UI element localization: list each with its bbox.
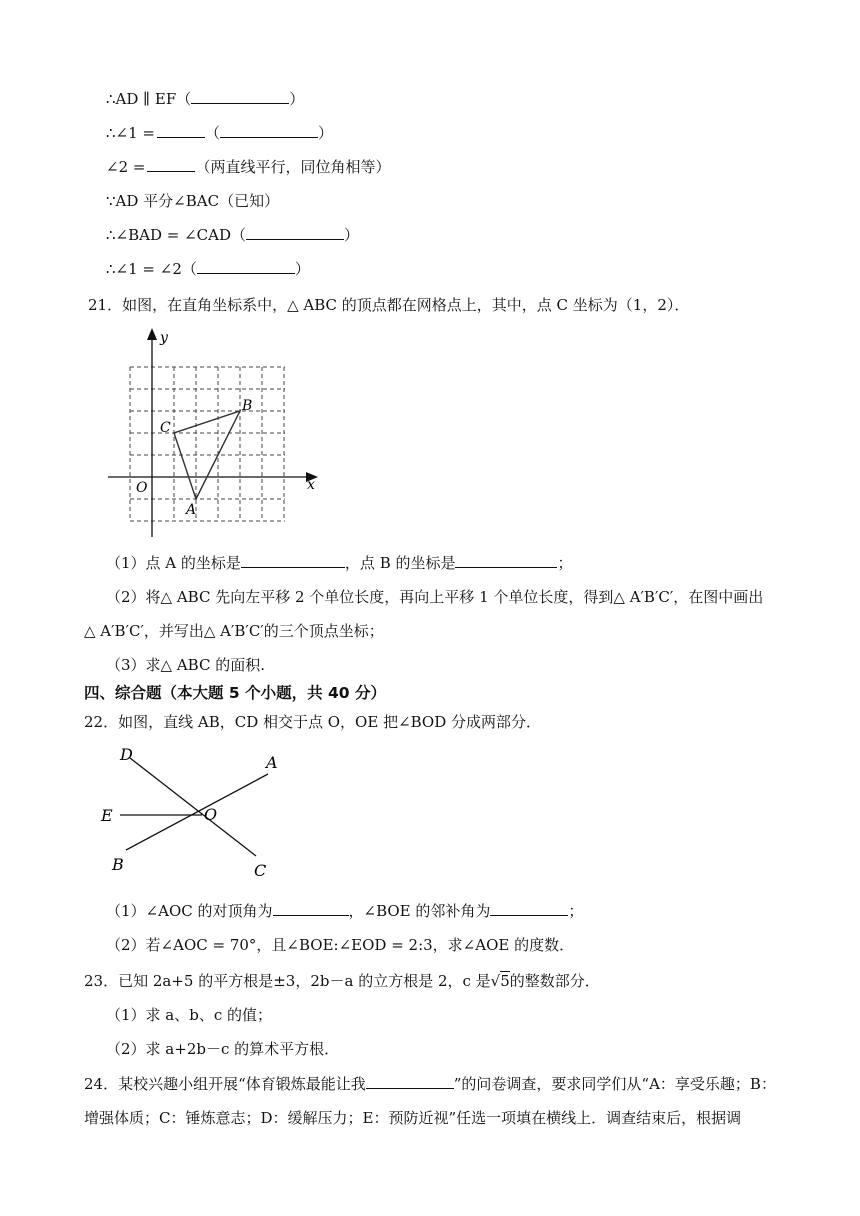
label-o: O [204,805,218,824]
grid-lines [130,367,285,521]
q23-part1: （1）求 a、b、c 的值； [106,1006,273,1024]
q22-part1: （1）∠AOC 的对顶角为 ，∠BOE 的邻补角为 ； [106,902,584,920]
sqrt-radicand: 5 [500,972,510,990]
proof-step-2: ∴∠1 = （ ） [106,124,334,142]
proof-step-4: ∵AD 平分∠BAC（已知） [106,192,280,210]
answer-blank[interactable] [157,123,205,138]
answer-blank[interactable] [241,553,345,568]
origin-label: O [136,480,148,496]
q23-part2: （2）求 a+2b－c 的算术平方根． [106,1040,340,1058]
line-dc [130,758,256,856]
answer-blank[interactable] [147,157,195,172]
answer-blank[interactable] [220,123,318,138]
q24-line2: 增强体质；C：锤炼意志；D：缓解压力；E：预防近视”任选一项填在横线上．调查结束后，根据调 [84,1109,742,1127]
point-a-label: A [186,502,197,518]
y-axis-arrow-icon [147,328,157,340]
label-e: E [101,806,113,825]
q22-intersecting-lines-figure [96,742,296,878]
line-ab [126,774,268,850]
section-heading: 四、综合题（本大题 5 个小题，共 40 分） [84,684,386,702]
proof-step-1: ∴AD ∥ EF（ ） [106,90,305,108]
label-b: B [112,855,124,874]
answer-blank[interactable] [366,1074,454,1089]
point-c-label: C [160,420,171,436]
proof-step-5: ∴∠BAD = ∠CAD（ ） [106,226,360,244]
answer-blank[interactable] [246,225,344,240]
q22-stem: 22．如图，直线 AB，CD 相交于点 O，OE 把∠BOD 分成两部分． [84,713,542,731]
q21-part3: （3）求△ ABC 的面积. [106,656,265,674]
answer-blank[interactable] [455,553,557,568]
q21-part1: （1）点 A 的坐标是 ，点 B 的坐标是 ； [106,554,573,572]
q23-stem: 23．已知 2a+5 的平方根是±3，2b－a 的立方根是 2，c 是√5的整数部分． [84,972,600,990]
answer-blank[interactable] [490,901,568,916]
x-axis-label: x [307,477,315,493]
proof-step-6: ∴∠1 = ∠2（ ） [106,260,310,278]
label-a: A [266,753,278,772]
q21-stem: 21．如图，在直角坐标系中，△ ABC 的顶点都在网格点上，其中，点 C 坐标为（1，2）． [88,296,690,314]
q22-part2: （2）若∠AOC = 70°，且∠BOE:∠EOD = 2:3，求∠AOE 的度数． [106,936,575,954]
q21-coordinate-figure [100,322,330,547]
answer-blank[interactable] [273,901,349,916]
q24-line1: 24．某校兴趣小组开展“体育锻炼最能让我 ”的问卷调查，要求同学们从“A：享受乐趣；B： [84,1075,776,1093]
answer-blank[interactable] [191,89,289,104]
label-d: D [120,745,133,764]
y-axis-label: y [160,330,168,346]
label-c: C [254,861,267,878]
answer-blank[interactable] [197,259,295,274]
q21-part2-line2: △ A′B′C′，并写出△ A′B′C′的三个顶点坐标； [84,622,384,640]
q21-part2-line1: （2）将△ ABC 先向左平移 2 个单位长度，再向上平移 1 个单位长度，得到△ A′B′C′，在图中画出 [106,588,764,606]
point-b-label: B [242,398,253,414]
sqrt-symbol: √ [490,972,501,990]
proof-step-3: ∠2 = （两直线平行，同位角相等） [106,158,391,176]
